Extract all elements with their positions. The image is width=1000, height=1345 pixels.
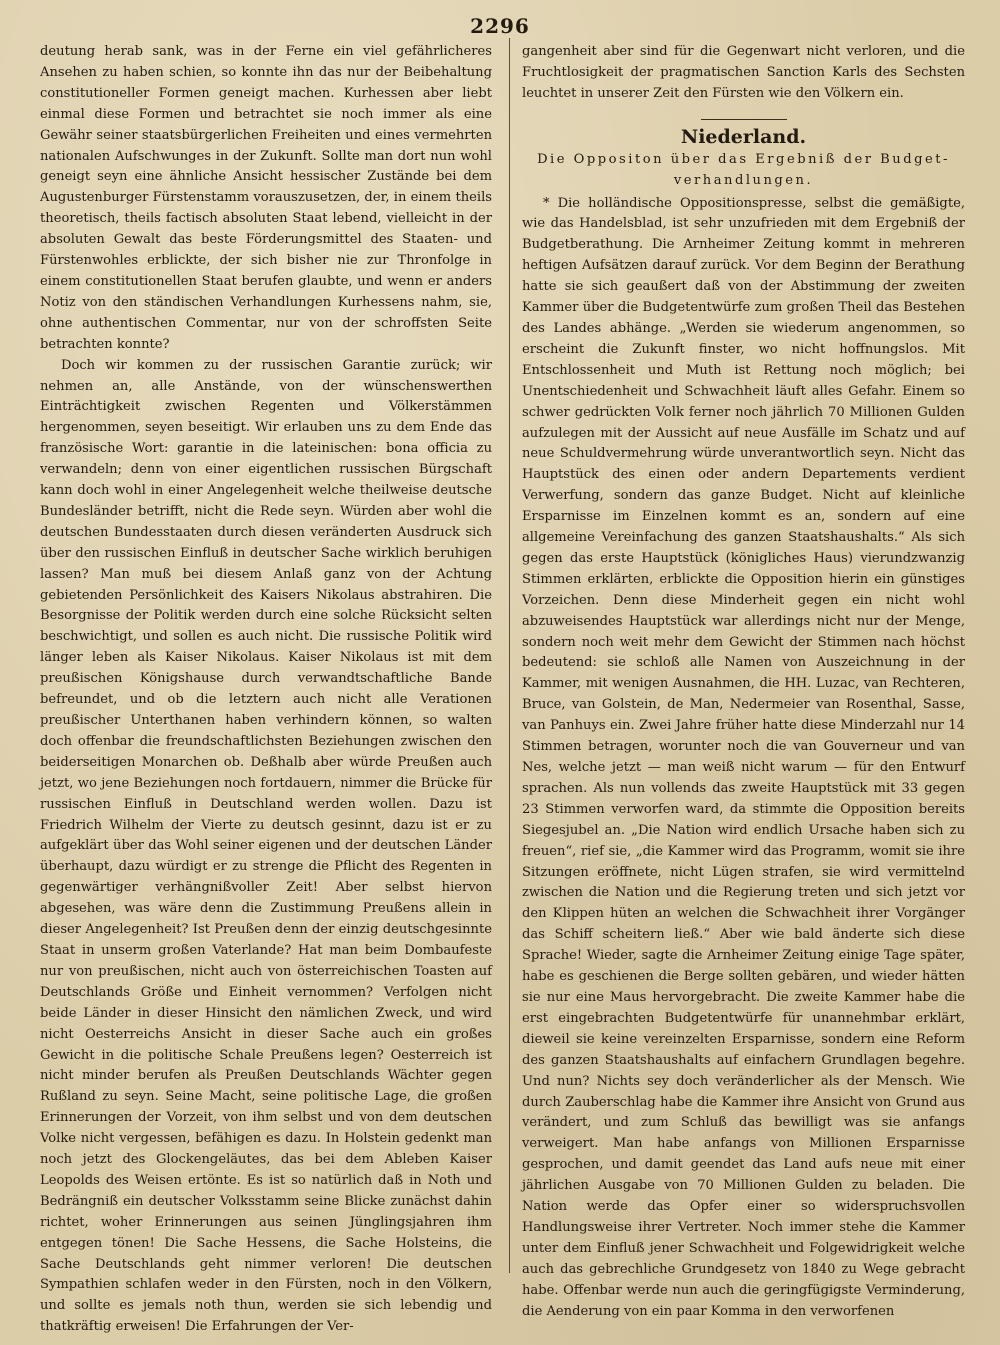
- country-heading: Niederland.: [680, 125, 807, 148]
- paragraph-russian-guarantee: Doch wir kommen zu der russischen Garantie zurück; wir nehmen an, alle Anstände, von der wünschenswerthen Einträchtigkeit zwischen Regenten und Völkerstämmen hergenommen, seyen beseitigt. Wir erlauben uns zu dem Ende das französische Wort: garantie in die lateinischen: bona officia zu verwandeln; denn von einer eigentlichen russischen Bürgschaft kann doch wohl in einer Angelegenheit welche theilweise deutsche Bundesländer betrifft, nicht die Rede seyn. Würden aber wohl die deutschen Bundesstaaten durch diesen veränderten Ausdruck sich über den russischen Einfluß in deutscher Sache wirklich beruhigen lassen? Man muß bei diesem Anlaß ganz von der Achtung gebietenden Persönlichkeit des Kaisers Nikolaus abstrahiren. Die Besorgnisse der Politik werden durch eine solche Rücksicht selten beschwichtigt, und sollen es auch nicht. Die russische Politik wird länger leben als Kaiser Nikolaus. Kaiser Nikolaus ist mit dem preußischen Königshause durch verwandtschaftliche Bande befreundet, und ob die letztern auch nicht alle Verationen preußischer Unterthanen haben verhindern können, so walten doch offenbar die freundschaftlichsten Beziehungen zwischen den beiderseitigen Monarchen ob. Deßhalb aber würde Preußen auch jetzt, wo jene Beziehungen noch fortdauern, nimmer die Brücke für russischen Einfluß in Deutschland werden wollen. Dazu ist Friedrich Wilhelm der Vierte zu deutsch gesinnt, dazu ist er zu aufgeklärt über das Wohl seiner eigenen und der deutschen Länder überhaupt, dazu würdigt er zu strenge die Pflicht des Regenten in gegenwärtiger verhängnißvoller Zeit! Aber selbst hiervon abgesehen, was wäre denn die Zustimmung Preußens allein in dieser Angelegenheit? Ist Preußen denn der einzig deutschgesinnte Staat in unserm großen Vaterlande? Hat man beim Dombaufeste nur von preußischen, nicht auch von österreichischen Toasten auf Deutschlands Größe und Einheit vernommen? Verfolgen nicht beide Länder in dieser Hinsicht den nämlichen Zweck, und wird nicht Oesterreichs Ansicht in dieser Sache auch ein großes Gewicht in die politische Schale Preußens legen? Oesterreich ist nicht minder berufen als Preußen Deutschlands Wächter gegen Rußland zu seyn. Seine Macht, seine politische Lage, die großen Erinnerungen der Vorzeit, von ihm selbst und von dem deutschen Volke nicht vergessen, befähigen es dazu. In Holstein gedenkt man noch jetzt des Glockengeläutes, das bei dem Ableben Kaiser Leopolds des Weisen ertönte. Es ist so natürlich daß in Noth und Bedrängniß ein deutscher Volksstamm seine Blicke zunächst dahin richtet, woher Erinnerungen aus seinen Jünglingsjahren ihm entgegen tönen! Die Sache Hessens, die Sache Holsteins, die Sache Deutschlands geht nimmer verloren! Die deutschen Sympathien schlafen weder in den Fürsten, noch in den Völkern, und sollte es jemals noth thun, werden sie sich lebendig und thatkräftig erweisen! Die Erfahrungen der Ver-: [40, 357, 492, 1335]
- section-separator: [701, 119, 787, 120]
- paragraph-netherlands-budget: * Die holländische Oppositionspresse, selbst die gemäßigte, wie das Handelsblad, ist sehr unzufrieden mit dem Ergebniß der Budgetberathung. Die Arnheimer Zeitung kommt in mehreren heftigen Aufsätzen darauf zurück. Vor dem Beginn der Berathung hatte sie sich geaußert daß von der Abstimmung der zweiten Kammer über die Budgetentwürfe zum großen Theil das Bestehen des Landes abhänge. „Werden sie wiederum angenommen, so erscheint die Zukunft finster, wo nicht hoffnungslos. Mit Entschlossenheit und Muth ist Rettung noch möglich; bei Unentschiedenheit und Schwachheit läuft alles Gefahr. Einem so schwer gedrückten Volk ferner noch jährlich 70 Millionen Gulden aufzulegen mit der Aussicht auf neue Ausfälle im Schatz und auf neue Schuldvermehrung würde unverantwortlich seyn. Nicht das Hauptstück des einen oder andern Departements verdient Verwerfung, sondern das ganze Budget. Nicht auf kleinliche Ersparnisse im Einzelnen kommt es an, sondern auf eine allgemeine Vereinfachung des ganzen Staatshaushalts.“ Als sich gegen das erste Hauptstück (königliches Haus) vierundzwanzig Stimmen erklärten, erblickte die Opposition hierin ein günstiges Vorzeichen. Denn diese Minderheit gegen ein nicht wohl abzuweisendes Hauptstück war allerdings nicht nur der Menge, sondern noch weit mehr dem Gewicht der Stimmen nach höchst bedeutend: sie schloß alle Namen von Auszeichnung in der Kammer, mit wenigen Ausnahmen, die HH. Luzac, van Rechteren, Bruce, van Golstein, de Man, Nedermeier van Rosenthal, Sasse, van Panhuys ein. Zwei Jahre früher hatte diese Minderzahl nur 14 Stimmen betragen, worunter noch die van Gouverneur und van Nes, welche jetzt — man weiß nicht warum — für den Entwurf sprachen. Als nun vollends das zweite Hauptstück mit 33 gegen 23 Stimmen verworfen ward, da stimmte die Opposition bereits Siegesjubel an. „Die Nation wird endlich Ursache haben sich zu freuen“, rief sie, „die Kammer wird das Programm, womit sie ihre Sitzungen eröffnete, nicht Lügen strafen, sie wird vermittelnd zwischen die Nation und die Regierung treten und sich jetzt vor den Klippen hüten an welchen die Schwachheit ihrer Vorgänger das Schiff scheitern ließ.“ Aber wie bald änderte sich diese Sprache! Wieder, sagte die Arnheimer Zeitung einige Tage später, habe es geschienen die Berge sollten gebären, und wieder hätten sie nur eine Maus hervorgebracht. Die zweite Kammer habe die erst eingebrachten Budgetentwürfe für unannehmbar erklärt, dieweil sie keine vereinzelten Ersparnisse, sondern eine Reform des ganzen Staatshaushalts auf einfachern Grundlagen begehre. Und nun? Nichts sey doch veränderlicher als der Mensch. Wie durch Zauberschlag habe die Kammer ihre Ansicht von Grund aus verändert, und zum Schluß das bewilligt was sie anfangs verweigert. Man habe anfangs von Millionen Ersparnisse gesprochen, und damit geendet das Land aufs neue mit einer jährlichen Ausgabe von 70 Millionen Gulden zu beladen. Die Nation werde das Opfer einer so widerspruchsvollen Handlungsweise ihrer Vertreter. Noch immer stehe die Kammer unter dem Einfluß jener Schwachheit und Folgewidrigkeit welche auch das gebrechliche Grundgesetz von 1840 zu Wege gebracht habe. Offenbar werde nun auch die geringfügigste Verminderung, die Aenderung von ein paar Komma in den verworfenen: [522, 195, 965, 1319]
- paragraph-continuation: gangenheit aber sind für die Gegenwart nicht verloren, und die Fruchtlosigkeit der pragmatischen Sanction Karls des Sechsten leuchtet in unserer Zeit den Fürsten wie den Völkern ein.: [522, 44, 965, 101]
- paragraph-kurhessen: deutung herab sank, was in der Ferne ein viel gefährlicheres Ansehen zu haben schien, so konnte ihn das nur der Beibehaltung constitutioneller Formen geneigt machen. Kurhessen aber liebt einmal diese Formen und betrachtet sie noch immer als eine Gewähr seiner staatsbürgerlichen Freiheiten und eines vermehrten nationalen Aufschwunges in der Zukunft. Sollte man dort nun wohl geneigt seyn eine ähnliche Ansicht hessischer Zustände bei dem Augustenburger Fürstenstamm vorauszusetzen, der, in einem theils theoretisch, theils factisch absoluten Staat lebend, vielleicht in der absoluten Gewalt das beste Förderungsmittel des Staaten- und Fürstenwohles erblickte, der sich bisher nie zur Thronfolge in einem constitutionellen Staat berufen glaubte, und wenn er anders Notiz von den ständischen Verhandlungen Kurhessens nahm, sie, ohne authentischen Commentar, nur von der schroffsten Seite betrachten konnte?: [40, 44, 492, 352]
- left-column: [40, 42, 492, 1338]
- right-column: [522, 42, 965, 1322]
- column-divider: [509, 38, 510, 1273]
- article-title-line-2: verhandlungen.: [673, 172, 814, 188]
- article-title-line-1: Die Oppositon über das Ergebniß der Budget-: [537, 151, 950, 167]
- page-number: 2296: [470, 14, 530, 38]
